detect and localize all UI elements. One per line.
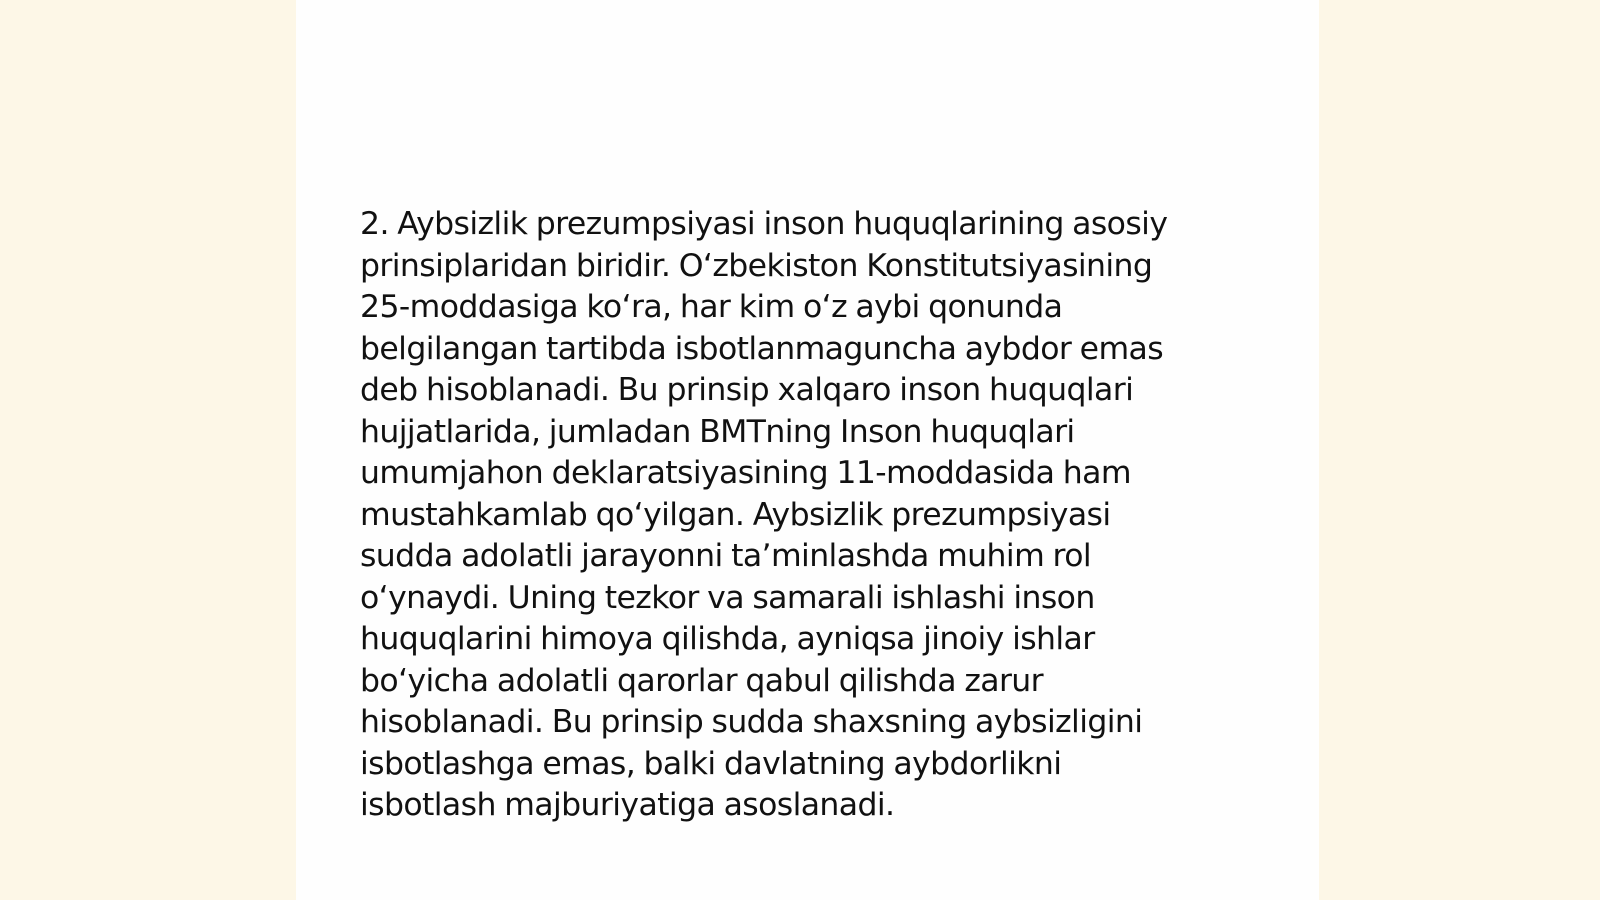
document-page (296, 0, 1319, 900)
paragraph-line: hujjatlarida, jumladan BMTning Inson huquqlari (360, 413, 1075, 450)
paragraph-line: hisoblanadi. Bu prinsip sudda shaxsning aybsizligini (360, 704, 1143, 740)
paragraph-line: isbotlashga emas, balki davlatning aybdorlikni (360, 745, 1062, 782)
paragraph-line: sudda adolatli jarayonni taʼminlashda muhim rol (360, 538, 1092, 574)
paragraph-line: huquqlarini himoya qilishda, ayniqsa jinoiy ishlar (360, 621, 1095, 657)
paragraph-line: oʻynaydi. Uning tezkor va samarali ishlashi inson (360, 579, 1095, 616)
paragraph-line: 25-moddasiga koʻra, har kim oʻz aybi qonunda (360, 289, 1063, 325)
paragraph-line: umumjahon deklaratsiyasining 11-moddasida ham (360, 455, 1131, 491)
paragraph-2 (360, 204, 1250, 827)
paragraph-line: boʻyicha adolatli qarorlar qabul qilishda zarur (360, 662, 1044, 699)
paragraph-line: mustahkamlab qoʻyilgan. Aybsizlik prezumpsiyasi (360, 496, 1111, 533)
paragraph-line: 2. Aybsizlik prezumpsiyasi inson huquqlarining asosiy (360, 206, 1168, 242)
paragraph-line: isbotlash majburiyatiga asoslanadi. (360, 787, 895, 823)
paragraph-line: belgilangan tartibda isbotlanmaguncha aybdor emas (360, 330, 1164, 367)
paragraph-line: prinsiplaridan biridir. Oʻzbekiston Konstitutsiyasining (360, 247, 1153, 284)
paragraph-line: deb hisoblanadi. Bu prinsip xalqaro inson huquqlari (360, 372, 1134, 408)
